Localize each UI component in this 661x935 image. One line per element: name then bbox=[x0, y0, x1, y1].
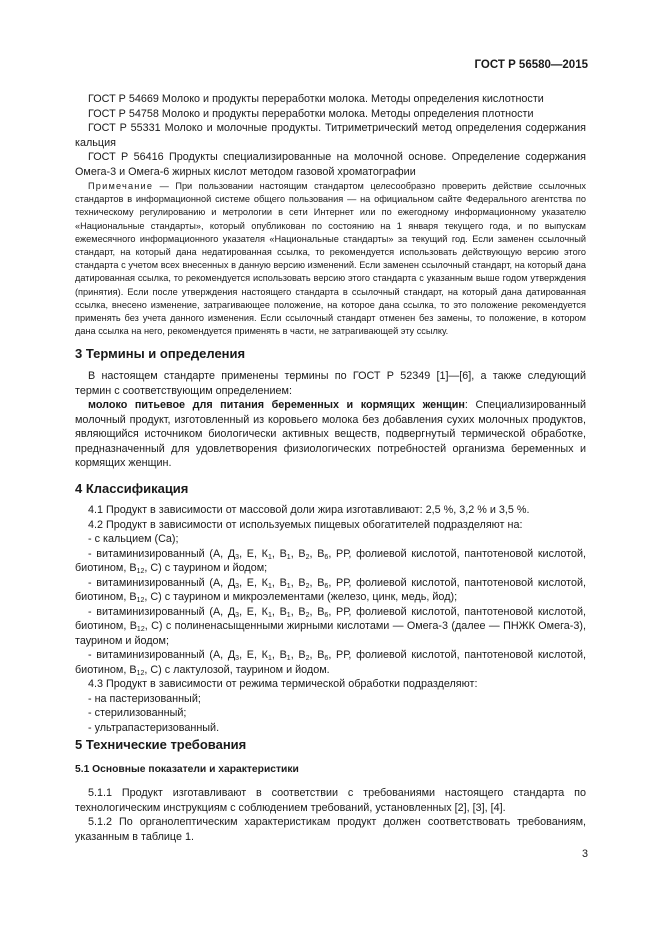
note-text bbox=[75, 180, 586, 338]
clause-5-1-2: 5.1.2 По органолептическим характеристикам продукт должен соответствовать требованиям, указанным в таблице 1. bbox=[75, 816, 586, 843]
note-label: Примечание bbox=[88, 181, 154, 191]
section-5-body bbox=[75, 786, 586, 844]
subsection-heading: 5.1 Основные показатели и характеристики bbox=[75, 764, 299, 775]
subsection-5-1 bbox=[75, 764, 586, 775]
note-body: — При пользовании настоящим стандартом целесообразно проверить действие ссылочных стандартов в информационной системе общего пользования — на официальном сайте Федерального агентства по техническому регулированию и метрологии в сети Интернет или по ежегодному информационному указателю «Национальные стандарты», который опубликован по состоянию на 1 января текущего года, и по выпускам ежемесячного информационного указателя «Национальные стандарты» за текущий год. Если заменен ссылочный стандарт, на который дана недатированная ссылка, то рекомендуется использовать действующую версию этого стандарта с учетом всех внесенных в данную версию изменений. Если заменен ссылочный стандарт, на который дана датированная ссылка, то рекомендуется использовать версию этого стандарта с указанным выше годом утверждения (принятия). Если после утверждения настоящего стандарта в ссылочный стандарт, на который дана датированная ссылка, внесено изменение, затрагивающее положение, на которое дана ссылка, то это положение рекомендуется применять без учета данного изменения. Если ссылочный стандарт отменен без замены, то положение, в котором дана ссылка на него, рекомендуется применять в части, не затрагивающей эту ссылку. bbox=[75, 181, 586, 337]
section-4 bbox=[75, 481, 586, 496]
section-3-body bbox=[75, 369, 586, 471]
list-item: - витаминизированный (А, $Д_3$, Е, $К_1$, $В_1$, $В_2$, $В_6$, РР, фолиевой кислотой, пантотеновой кислотой, биотином, $В_{12}$, С) с лактулозой, таурином и йодом. bbox=[75, 649, 587, 677]
section-3-intro: В настоящем стандарте применены термины по ГОСТ Р 52349 [1]—[6], а также следующий термин с соответствующим определением: bbox=[75, 370, 586, 397]
definition: : Специализированный молочный продукт, изготовленный из коровьего молока без добавления сухих молочных продуктов, являющийся источником биологически активных веществ, подвергнутый термической обработке, предназначенный для удовлетворения физиологических потребностей организма беременных и кормящих женщин. bbox=[75, 399, 586, 469]
standard-number: ГОСТ Р 56580—2015 bbox=[474, 59, 588, 71]
list-item: - ультрапастеризованный. bbox=[88, 721, 220, 734]
clause-4-3: 4.3 Продукт в зависимости от режима термической обработки подразделяют: bbox=[88, 678, 478, 690]
section-5 bbox=[75, 737, 586, 752]
page-number: 3 bbox=[581, 848, 588, 860]
list-item: - с кальцием (Ca); bbox=[88, 533, 179, 545]
reference-item: ГОСТ Р 54669 Молоко и продукты переработки молока. Методы определения кислотности bbox=[88, 93, 544, 105]
section-heading: 4 Классификация bbox=[75, 481, 189, 496]
list-item: - витаминизированный (А, $Д_3$, Е, $К_1$, $В_1$, $В_2$, $В_6$, РР, фолиевой кислотой, пантотеновой кислотой, биотином, $В_{12}$, С) с полиненасыщенными жирными кислотами — Омега-3 (далее — ПНЖК Омега-3), таурином и йодом; bbox=[75, 605, 587, 647]
list-item: - стерилизованный; bbox=[88, 707, 187, 719]
references-list bbox=[75, 92, 586, 179]
list-item: - витаминизированный (А, $Д_3$, Е, $К_1$, $В_1$, $В_2$, $В_6$, РР, фолиевой кислотой, пантотеновой кислотой, биотином, $В_{12}$, С) с таурином и йодом; bbox=[75, 547, 587, 575]
section-3 bbox=[75, 346, 586, 361]
list-item: - витаминизированный (А, $Д_3$, Е, $К_1$, $В_1$, $В_2$, $В_6$, РР, фолиевой кислотой, пантотеновой кислотой, биотином, $В_{12}$, С) с таурином и микроэлементами (железо, цинк, медь, йод); bbox=[75, 576, 587, 604]
section-4-body bbox=[75, 503, 586, 735]
reference-item: ГОСТ Р 54758 Молоко и продукты переработки молока. Методы определения плотности bbox=[88, 107, 534, 120]
clause-4-2: 4.2 Продукт в зависимости от используемых пищевых обогатителей подразделяют на: bbox=[88, 518, 523, 531]
section-heading: 5 Технические требования bbox=[75, 737, 247, 752]
clause-4-1: 4.1 Продукт в зависимости от массовой доли жира изготавливают: 2,5 %, 3,2 % и 3,5 %. bbox=[88, 504, 530, 516]
reference-item: ГОСТ Р 55331 Молоко и молочные продукты. Титриметрический метод определения содержания кальция bbox=[75, 122, 586, 149]
term-definition bbox=[75, 398, 586, 471]
term: молоко питьевое для питания беременных и кормящих женщин bbox=[88, 399, 465, 411]
note-block bbox=[75, 180, 586, 338]
section-heading: 3 Термины и определения bbox=[75, 346, 246, 361]
list-item: - на пастеризованный; bbox=[88, 692, 201, 705]
reference-item: ГОСТ Р 56416 Продукты специализированные на молочной основе. Определение содержания Омега-3 и Омега-6 жирных кислот методом газовой хроматографии bbox=[75, 151, 586, 178]
clause-5-1-1: 5.1.1 Продукт изготавливают в соответствии с требованиями настоящего стандарта по технологическим инструкциям с соблюдением требований, установленных [2], [3], [4]. bbox=[75, 787, 586, 814]
